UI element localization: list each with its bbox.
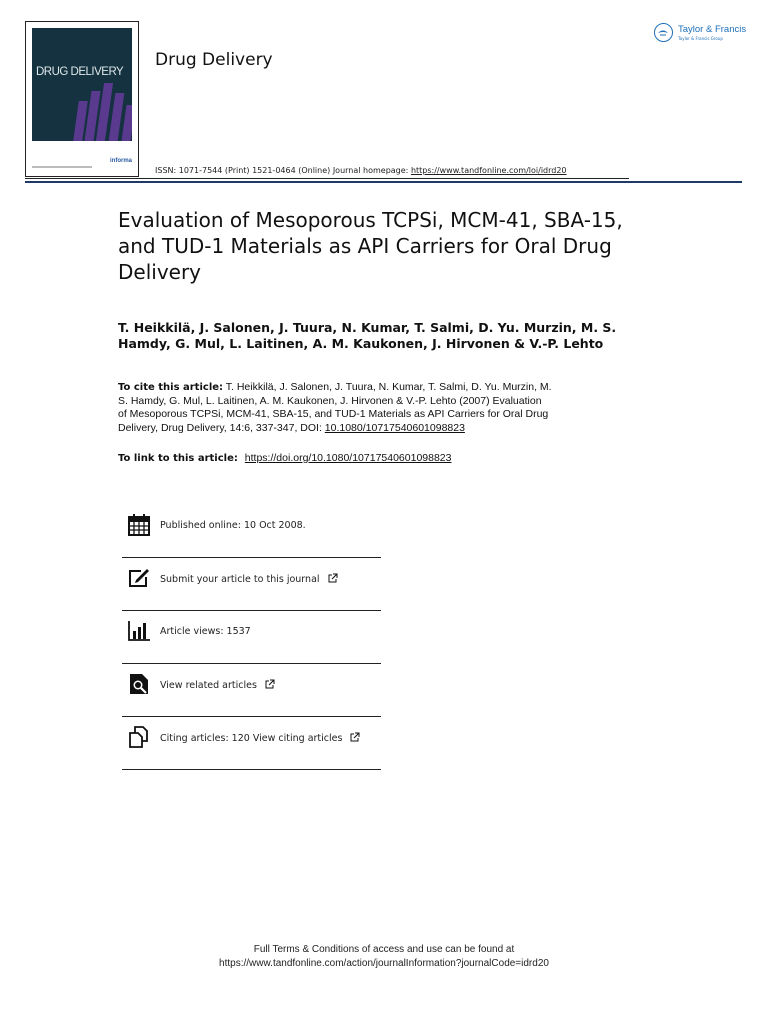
citation-text: T. Heikkilä, J. Salonen, J. Tuura, N. Kumar, T. Salmi, D. Yu. Murzin, M. (225, 381, 552, 393)
published-online-text: Published online: 10 Oct 2008. (160, 520, 306, 531)
divider (122, 716, 381, 717)
citing-documents-icon (127, 725, 151, 749)
link-label: To link to this article: (118, 453, 238, 464)
journal-cover-image (25, 21, 139, 177)
divider (122, 610, 381, 611)
divider (122, 663, 381, 664)
terms-link[interactable]: https://www.tandfonline.com/action/journalInformation?journalCode=idrd20 (219, 958, 549, 969)
submit-article-label: Submit your article to this journal (160, 574, 320, 585)
terms-footer (0, 943, 768, 971)
citing-articles-label: Citing articles: 120 View citing articles (160, 733, 343, 744)
bar-chart-icon (127, 619, 151, 643)
external-link-icon (265, 679, 275, 689)
citing-articles-row[interactable] (122, 725, 381, 765)
document-search-icon (127, 672, 151, 696)
calendar-icon (127, 513, 151, 537)
publisher-group: Taylor & Francis Group (678, 36, 723, 41)
divider (122, 769, 381, 770)
divider (122, 557, 381, 558)
authors-line: T. Heikkilä, J. Salonen, J. Tuura, N. Kumar, T. Salmi, D. Yu. Murzin, M. S. (118, 320, 617, 335)
submit-article-row[interactable] (122, 566, 381, 606)
footer-text: Full Terms & Conditions of access and use can be found at (253, 944, 515, 955)
doi-url-link[interactable]: https://doi.org/10.1080/10717540601098823 (244, 452, 452, 464)
citation-label: To cite this article: (118, 382, 224, 393)
citation-block (118, 381, 638, 435)
article-views-row (122, 619, 381, 659)
doi-link[interactable]: 10.1080/10717540601098823 (324, 421, 465, 434)
published-online-row (122, 513, 381, 553)
title-line: Evaluation of Mesoporous TCPSi, MCM-41, SBA-15, (118, 208, 623, 232)
related-articles-link[interactable] (160, 679, 275, 691)
article-views-text: Article views: 1537 (160, 626, 251, 637)
publisher-name: Taylor & Francis (678, 24, 747, 35)
author-list (118, 320, 638, 352)
cover-artwork (32, 28, 132, 141)
article-title (118, 207, 678, 285)
journal-homepage-link[interactable]: https://www.tandfonline.com/loi/idrd20 (410, 166, 567, 175)
tf-logo-icon (654, 23, 673, 42)
cover-title: DRUG DELIVERY (36, 66, 124, 78)
cover-bar (121, 105, 132, 141)
citation-text: of Mesoporous TCPSi, MCM-41, SBA-15, and TUD-1 Materials as API Carriers for Oral Drug (118, 408, 549, 420)
edit-icon (127, 566, 151, 590)
submit-article-link[interactable] (160, 573, 338, 585)
journal-name[interactable]: Drug Delivery (155, 50, 273, 70)
related-articles-label: View related articles (160, 680, 257, 691)
article-link-block (118, 452, 638, 464)
citation-text: Delivery, Drug Delivery, 14:6, 337-347, DOI: (118, 421, 322, 434)
related-articles-row[interactable] (122, 672, 381, 712)
cover-fine-print (32, 166, 92, 168)
publisher-logo[interactable] (654, 22, 754, 48)
header-divider-thin (25, 178, 629, 179)
issn-text: ISSN: 1071-7544 (Print) 1521-0464 (Online) Journal homepage: (155, 166, 409, 175)
issn-line (155, 166, 567, 175)
authors-line: Hamdy, G. Mul, L. Laitinen, A. M. Kaukonen, J. Hirvonen & V.-P. Lehto (118, 336, 604, 351)
citation-text: S. Hamdy, G. Mul, L. Laitinen, A. M. Kaukonen, J. Hirvonen & V.-P. Lehto (2007) Evaluation (118, 394, 542, 407)
title-line: Delivery (118, 260, 202, 284)
external-link-icon (328, 573, 338, 583)
citing-articles-link[interactable] (160, 732, 360, 744)
external-link-icon (350, 732, 360, 742)
cover-publisher: informa (109, 158, 132, 164)
title-line: and TUD-1 Materials as API Carriers for Oral Drug (118, 234, 612, 258)
header-divider (25, 181, 742, 183)
